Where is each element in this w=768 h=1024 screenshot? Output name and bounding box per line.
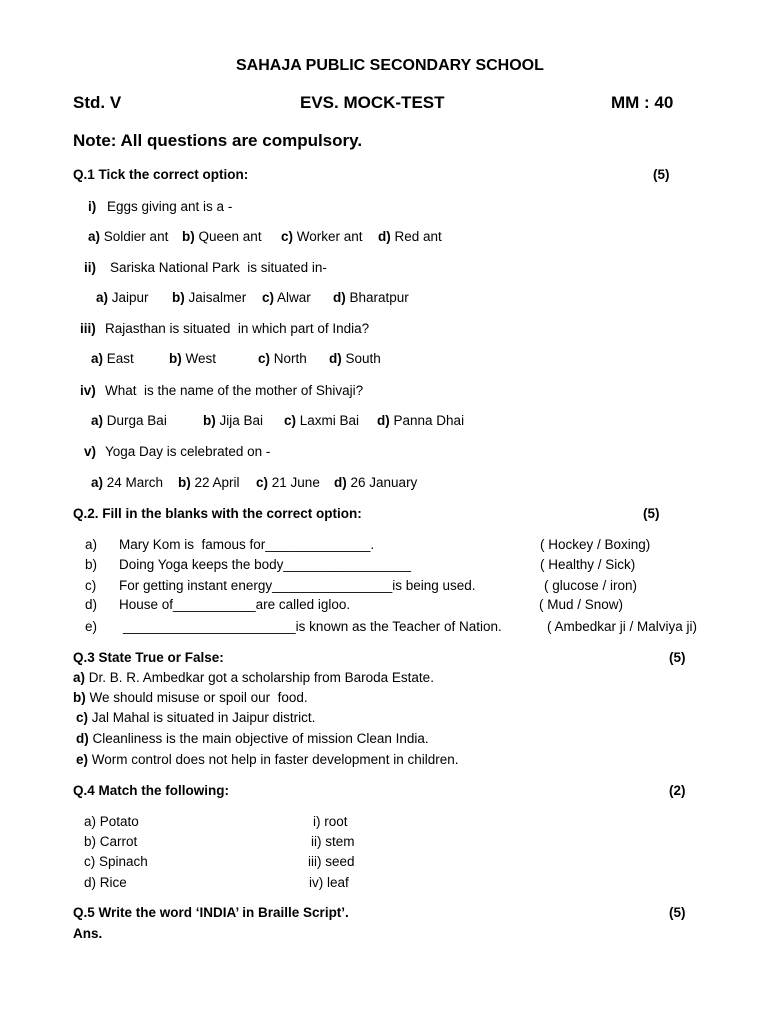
question-title: Q.5 Write the word ‘INDIA’ in Braille Script’. bbox=[73, 905, 349, 920]
option-a bbox=[91, 413, 167, 429]
instruction-note: Note: All questions are compulsory. bbox=[73, 131, 363, 150]
option-d bbox=[334, 475, 417, 491]
question-marks: (5) bbox=[643, 506, 660, 521]
option-text: Queen ant bbox=[198, 229, 262, 244]
match-label: iv) bbox=[309, 875, 324, 890]
option-text: Soldier ant bbox=[103, 229, 169, 244]
option-a bbox=[91, 351, 134, 367]
statement-text: Dr. B. R. Ambedkar got a scholarship from Baroda Estate. bbox=[88, 670, 434, 685]
match-text: stem bbox=[325, 834, 355, 849]
option-text: North bbox=[273, 351, 307, 366]
option-text: East bbox=[106, 351, 134, 366]
blank-choices: ( glucose / iron) bbox=[544, 578, 638, 593]
match-text: Rice bbox=[99, 875, 127, 890]
option-label: a) bbox=[96, 290, 109, 305]
option-text: Laxmi Bai bbox=[299, 413, 360, 428]
blank-choices: ( Ambedkar ji / Malviya ji) bbox=[547, 619, 698, 634]
option-label: c) bbox=[262, 290, 275, 305]
question-marks: (5) bbox=[653, 167, 670, 182]
option-label: d) bbox=[377, 413, 390, 428]
blank-sentence: Mary Kom is famous for______________. bbox=[119, 537, 375, 552]
item-number: v) bbox=[84, 444, 97, 459]
match-label: i) bbox=[313, 814, 321, 829]
match-label: iii) bbox=[308, 854, 322, 869]
statement-label: e) bbox=[76, 752, 89, 767]
match-text: Potato bbox=[99, 814, 139, 829]
item-label: c) bbox=[85, 578, 97, 593]
blank-sentence: _______________________is known as the Teacher of Nation. bbox=[123, 619, 502, 634]
match-text: Carrot bbox=[99, 834, 138, 849]
blank-sentence: For getting instant energy________________is being used. bbox=[119, 578, 476, 593]
option-label: b) bbox=[172, 290, 185, 305]
option-text: Jaisalmer bbox=[188, 290, 247, 305]
option-text: 24 March bbox=[106, 475, 164, 490]
option-label: c) bbox=[256, 475, 269, 490]
option-c bbox=[262, 290, 311, 306]
option-label: b) bbox=[182, 229, 195, 244]
option-d bbox=[377, 413, 464, 429]
answer-label: Ans. bbox=[73, 926, 103, 941]
match-label: c) bbox=[84, 854, 96, 869]
option-label: a) bbox=[91, 475, 104, 490]
max-marks: MM : 40 bbox=[611, 93, 674, 112]
blank-choices: ( Healthy / Sick) bbox=[540, 557, 636, 572]
school-name: SAHAJA PUBLIC SECONDARY SCHOOL bbox=[236, 57, 544, 74]
option-text: Alwar bbox=[277, 290, 311, 305]
statement bbox=[76, 752, 458, 768]
item-question: Yoga Day is celebrated on - bbox=[105, 444, 271, 459]
option-label: b) bbox=[178, 475, 191, 490]
item-label: a) bbox=[85, 537, 98, 552]
option-text: Panna Dhai bbox=[393, 413, 465, 428]
match-text: Spinach bbox=[99, 854, 148, 869]
blank-choices: ( Mud / Snow) bbox=[539, 597, 624, 612]
match-label: ii) bbox=[311, 834, 322, 849]
option-label: d) bbox=[334, 475, 347, 490]
statement-text: Worm control does not help in faster development in children. bbox=[91, 752, 459, 767]
option-b bbox=[178, 475, 240, 491]
match-right-item bbox=[313, 814, 348, 830]
option-a bbox=[91, 475, 163, 491]
match-label: b) bbox=[84, 834, 97, 849]
standard: Std. V bbox=[73, 93, 122, 112]
match-right-item bbox=[309, 875, 349, 891]
question-marks: (2) bbox=[669, 783, 686, 798]
item-question: Eggs giving ant is a - bbox=[107, 199, 233, 214]
statement-text: Jal Mahal is situated in Jaipur district. bbox=[91, 710, 316, 725]
item-question: Rajasthan is situated in which part of India? bbox=[105, 321, 370, 336]
option-a bbox=[88, 229, 168, 245]
option-text: Worker ant bbox=[296, 229, 363, 244]
option-label: d) bbox=[378, 229, 391, 244]
statement-text: We should misuse or spoil our food. bbox=[89, 690, 308, 705]
statement bbox=[76, 731, 429, 747]
statement-text: Cleanliness is the main objective of mission Clean India. bbox=[92, 731, 429, 746]
item-question: Sariska National Park is situated in- bbox=[110, 260, 327, 275]
option-a bbox=[96, 290, 149, 306]
option-text: 26 January bbox=[350, 475, 418, 490]
match-text: root bbox=[324, 814, 348, 829]
statement-label: b) bbox=[73, 690, 86, 705]
option-d bbox=[333, 290, 409, 306]
option-c bbox=[281, 229, 363, 245]
item-label: b) bbox=[85, 557, 98, 572]
match-right-item bbox=[308, 854, 355, 870]
match-text: leaf bbox=[327, 875, 349, 890]
option-label: d) bbox=[329, 351, 342, 366]
option-label: b) bbox=[203, 413, 216, 428]
option-label: c) bbox=[284, 413, 297, 428]
option-text: 22 April bbox=[194, 475, 240, 490]
option-c bbox=[258, 351, 307, 367]
option-d bbox=[329, 351, 381, 367]
option-label: a) bbox=[91, 351, 104, 366]
question-title: Q.3 State True or False: bbox=[73, 650, 224, 665]
option-text: Durga Bai bbox=[106, 413, 167, 428]
question-marks: (5) bbox=[669, 650, 686, 665]
match-left-item bbox=[84, 814, 139, 830]
match-left-item bbox=[84, 875, 127, 891]
option-text: West bbox=[185, 351, 217, 366]
statement-label: c) bbox=[76, 710, 89, 725]
statement bbox=[76, 710, 315, 726]
match-label: d) bbox=[84, 875, 97, 890]
option-c bbox=[284, 413, 359, 429]
statement-label: d) bbox=[76, 731, 89, 746]
option-b bbox=[169, 351, 216, 367]
question-title: Q.2. Fill in the blanks with the correct option: bbox=[73, 506, 362, 521]
option-b bbox=[203, 413, 263, 429]
statement bbox=[73, 690, 308, 706]
test-name: EVS. MOCK-TEST bbox=[300, 93, 445, 112]
blank-choices: ( Hockey / Boxing) bbox=[540, 537, 651, 552]
option-c bbox=[256, 475, 320, 491]
item-number: iv) bbox=[80, 383, 96, 398]
option-label: c) bbox=[258, 351, 271, 366]
item-number: i) bbox=[88, 199, 97, 214]
match-right-item bbox=[311, 834, 355, 850]
match-text: seed bbox=[325, 854, 355, 869]
option-text: Red ant bbox=[394, 229, 442, 244]
match-left-item bbox=[84, 834, 137, 850]
option-label: a) bbox=[91, 413, 104, 428]
option-label: d) bbox=[333, 290, 346, 305]
option-label: b) bbox=[169, 351, 182, 366]
blank-sentence: Doing Yoga keeps the body_________________ bbox=[119, 557, 412, 572]
question-title: Q.4 Match the following: bbox=[73, 783, 229, 798]
statement bbox=[73, 670, 434, 686]
question-marks: (5) bbox=[669, 905, 686, 920]
option-text: Jaipur bbox=[111, 290, 149, 305]
option-text: Bharatpur bbox=[349, 290, 409, 305]
option-text: Jija Bai bbox=[219, 413, 264, 428]
option-text: 21 June bbox=[271, 475, 320, 490]
statement-label: a) bbox=[73, 670, 86, 685]
option-text: South bbox=[345, 351, 381, 366]
match-left-item bbox=[84, 854, 148, 870]
blank-sentence: House of___________are called igloo. bbox=[119, 597, 351, 612]
question-title: Q.1 Tick the correct option: bbox=[73, 167, 249, 182]
item-label: e) bbox=[85, 619, 98, 634]
option-label: a) bbox=[88, 229, 101, 244]
option-b bbox=[182, 229, 262, 245]
item-number: ii) bbox=[84, 260, 96, 275]
option-label: c) bbox=[281, 229, 294, 244]
item-label: d) bbox=[85, 597, 98, 612]
item-question: What is the name of the mother of Shivaji? bbox=[105, 383, 364, 398]
item-number: iii) bbox=[80, 321, 96, 336]
option-b bbox=[172, 290, 246, 306]
option-d bbox=[378, 229, 442, 245]
match-label: a) bbox=[84, 814, 97, 829]
